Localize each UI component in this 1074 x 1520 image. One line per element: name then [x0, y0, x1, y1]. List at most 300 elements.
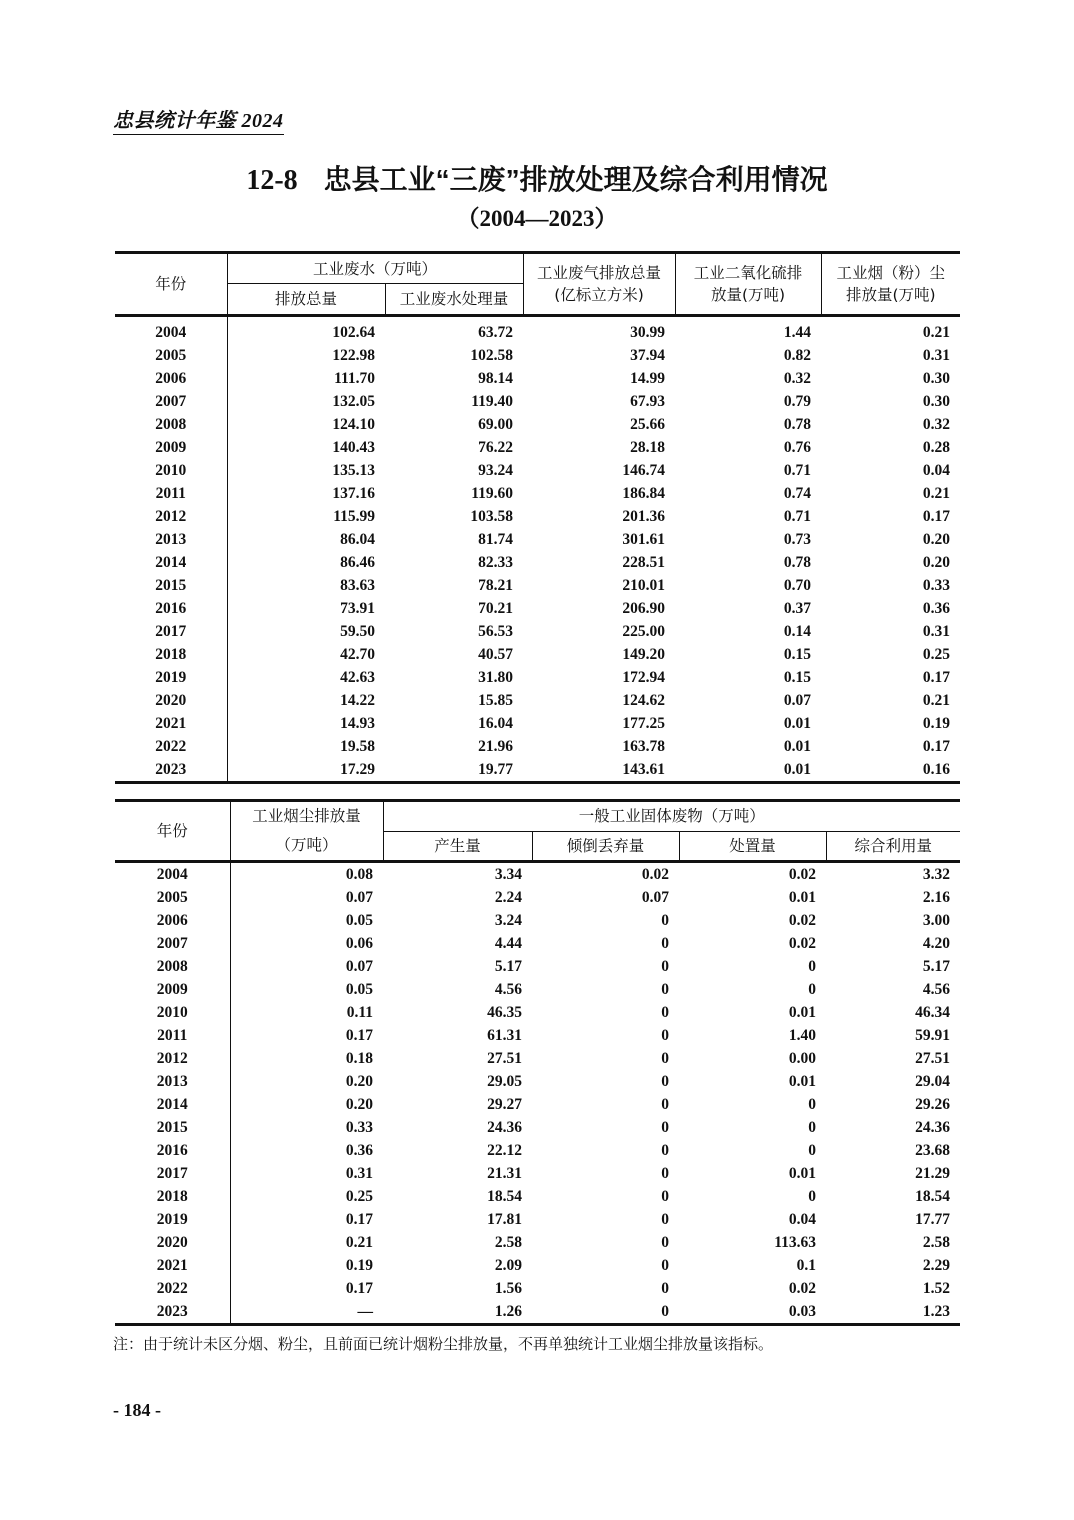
table-row	[115, 436, 960, 459]
cell-year: 2019	[115, 1208, 230, 1231]
cell-dumped: 0.07	[641, 889, 669, 906]
cell-smoke-dust: 0.20	[922, 531, 951, 548]
cell-wastewater-treated: 21.96	[478, 738, 514, 755]
header-smoke-line1: 工业烟尘排放量	[252, 807, 361, 825]
cell-year: 2019	[115, 666, 227, 689]
cell-smoke-emission: 0.11	[346, 1004, 373, 1021]
table-row	[115, 316, 960, 345]
cell-disposed: 0.03	[679, 1300, 826, 1325]
cell-smoke-dust: 0.28	[922, 439, 951, 456]
cell-wastewater-total: 83.63	[340, 577, 375, 594]
cell-disposed: 0.02	[788, 912, 816, 929]
cell-waste-gas: 14.99	[630, 370, 666, 387]
cell-so2: 0.01	[675, 758, 821, 783]
cell-dumped: 0	[661, 912, 669, 929]
cell-utilized: 17.77	[915, 1211, 951, 1228]
cell-smoke-emission: 0.07	[345, 958, 373, 975]
cell-smoke-dust: 0.31	[922, 347, 951, 364]
table-row	[115, 1300, 960, 1325]
header-smoke-dust-line1: 工业烟（粉）尘	[836, 264, 946, 282]
table-row	[115, 666, 960, 689]
cell-smoke-dust: 0.21	[922, 485, 951, 502]
cell-so2: 0.78	[783, 416, 812, 433]
cell-smoke-dust: 0.17	[922, 508, 951, 525]
cell-produced: 18.54	[487, 1188, 522, 1205]
cell-smoke-emission: 0.17	[345, 1211, 373, 1228]
cell-year: 2013	[115, 528, 227, 551]
cell-so2: 0.70	[783, 577, 812, 594]
cell-so2: 0.71	[783, 508, 812, 525]
cell-wastewater-total: 17.29	[227, 758, 385, 783]
cell-wastewater-total: 14.93	[340, 715, 375, 732]
cell-produced: 29.05	[487, 1073, 522, 1090]
cell-smoke-emission: 0.05	[345, 981, 373, 998]
cell-so2: 0.01	[783, 715, 812, 732]
cell-year: 2023	[115, 758, 227, 783]
cell-year: 2022	[115, 1277, 230, 1300]
cell-year: 2004	[115, 316, 227, 345]
cell-wastewater-total: 132.05	[332, 393, 375, 410]
cell-wastewater-total: 137.16	[332, 485, 375, 502]
cell-smoke-dust: 0.04	[922, 462, 951, 479]
cell-utilized: 2.58	[922, 1234, 951, 1251]
table-row	[115, 643, 960, 666]
cell-so2: 0.15	[783, 669, 812, 686]
cell-waste-gas: 146.74	[622, 462, 666, 479]
cell-utilized: 24.36	[915, 1119, 951, 1136]
table-row	[115, 344, 960, 367]
cell-wastewater-total: 86.46	[340, 554, 375, 571]
cell-utilized: 18.54	[915, 1188, 951, 1205]
cell-year: 2018	[115, 643, 227, 666]
table-row	[115, 459, 960, 482]
cell-waste-gas: 177.25	[622, 715, 666, 732]
cell-disposed: 113.63	[774, 1234, 816, 1251]
cell-waste-gas: 301.61	[622, 531, 666, 548]
cell-produced: 4.44	[494, 935, 522, 952]
cell-so2: 0.79	[783, 393, 812, 410]
cell-waste-gas: 67.93	[630, 393, 666, 410]
cell-wastewater-treated: 16.04	[478, 715, 514, 732]
cell-so2: 0.15	[783, 646, 812, 663]
cell-smoke-dust: 0.17	[922, 669, 951, 686]
cell-waste-gas: 124.62	[622, 692, 666, 709]
cell-wastewater-treated: 78.21	[478, 577, 514, 594]
cell-waste-gas: 37.94	[630, 347, 666, 364]
cell-smoke-emission: 0.21	[345, 1234, 373, 1251]
cell-wastewater-total: 124.10	[332, 416, 375, 433]
cell-so2: 0.14	[783, 623, 812, 640]
cell-smoke-emission: 0.05	[345, 912, 373, 929]
cell-wastewater-treated: 76.22	[478, 439, 514, 456]
header-smoke-dust	[821, 253, 960, 316]
cell-dumped: 0	[661, 1188, 669, 1205]
cell-smoke-emission: 0.25	[345, 1188, 373, 1205]
cell-dumped: 0	[661, 1004, 669, 1021]
cell-produced: 1.26	[383, 1300, 532, 1325]
cell-smoke-dust: 0.25	[922, 646, 951, 663]
cell-waste-gas: 201.36	[622, 508, 666, 525]
header-disposed: 处置量	[679, 831, 826, 862]
cell-smoke-emission: 0.20	[345, 1073, 373, 1090]
cell-dumped: 0.02	[641, 866, 669, 883]
cell-year: 2010	[115, 1001, 230, 1024]
cell-utilized: 1.23	[826, 1300, 960, 1325]
cell-smoke-dust: 0.21	[922, 324, 951, 341]
cell-dumped: 0	[661, 1096, 669, 1113]
cell-disposed: 0.02	[788, 866, 816, 883]
cell-year: 2016	[115, 1139, 230, 1162]
cell-dumped: 0	[661, 1073, 669, 1090]
cell-disposed: 0.04	[788, 1211, 816, 1228]
cell-wastewater-total: 140.43	[332, 439, 375, 456]
header-year: 年份	[115, 253, 227, 316]
table-row	[115, 1277, 960, 1300]
cell-smoke-dust: 0.20	[922, 554, 951, 571]
emissions-table	[115, 251, 960, 784]
cell-produced: 3.34	[494, 866, 522, 883]
cell-dumped: 0	[661, 935, 669, 952]
cell-dumped: 0	[661, 1050, 669, 1067]
cell-so2: 0.78	[783, 554, 812, 571]
cell-produced: 5.17	[494, 958, 522, 975]
cell-wastewater-total: 86.04	[340, 531, 375, 548]
cell-produced: 29.27	[487, 1096, 522, 1113]
cell-utilized: 2.16	[922, 889, 951, 906]
cell-produced: 2.24	[494, 889, 522, 906]
cell-dumped: 0	[661, 1234, 669, 1251]
header-wastewater-group: 工业废水（万吨）	[227, 253, 523, 284]
cell-wastewater-treated: 40.57	[478, 646, 514, 663]
cell-so2: 0.76	[783, 439, 812, 456]
cell-waste-gas: 228.51	[622, 554, 666, 571]
cell-year: 2021	[115, 1254, 230, 1277]
table-row	[115, 1047, 960, 1070]
header-smoke-line2: （万吨）	[275, 836, 338, 854]
running-head: 忠县统计年鉴 2024	[113, 104, 284, 135]
cell-year: 2009	[115, 436, 227, 459]
cell-waste-gas: 172.94	[622, 669, 666, 686]
cell-year: 2023	[115, 1300, 230, 1325]
cell-dumped: 0	[661, 1027, 669, 1044]
cell-produced: 3.24	[494, 912, 522, 929]
cell-produced: 22.12	[487, 1142, 522, 1159]
cell-smoke-dust: 0.21	[922, 692, 951, 709]
cell-produced: 21.31	[487, 1165, 522, 1182]
cell-produced: 24.36	[487, 1119, 522, 1136]
cell-disposed: 0	[808, 981, 816, 998]
table-row	[115, 758, 960, 783]
cell-year: 2015	[115, 1116, 230, 1139]
cell-waste-gas: 225.00	[622, 623, 666, 640]
cell-waste-gas: 206.90	[622, 600, 666, 617]
cell-so2: 0.74	[783, 485, 812, 502]
header-waste-gas-line2: (亿标立方米)	[554, 286, 644, 304]
table-number: 12-8	[246, 165, 298, 196]
cell-utilized: 5.17	[922, 958, 951, 975]
cell-year: 2014	[115, 1093, 230, 1116]
cell-smoke-emission: 0.17	[345, 1280, 373, 1297]
cell-dumped: 0	[532, 1300, 679, 1325]
cell-wastewater-treated: 119.60	[471, 485, 514, 502]
cell-year: 2013	[115, 1070, 230, 1093]
header-smoke-emission	[230, 801, 383, 862]
cell-dumped: 0	[661, 1165, 669, 1182]
cell-dumped: 0	[661, 1257, 669, 1274]
cell-utilized: 2.29	[922, 1257, 951, 1274]
table-row	[115, 413, 960, 436]
cell-year: 2017	[115, 620, 227, 643]
cell-disposed: 0	[808, 1142, 816, 1159]
cell-year: 2005	[115, 886, 230, 909]
table-row	[115, 1024, 960, 1047]
cell-year: 2012	[115, 505, 227, 528]
header-wastewater-total: 排放总量	[227, 284, 385, 316]
cell-utilized: 4.56	[922, 981, 951, 998]
table-row	[115, 1185, 960, 1208]
cell-smoke-dust: 0.36	[922, 600, 951, 617]
cell-dumped: 0	[661, 981, 669, 998]
cell-year: 2012	[115, 1047, 230, 1070]
cell-smoke-emission: 0.20	[345, 1096, 373, 1113]
emissions-table-body	[115, 316, 960, 783]
cell-disposed: 0	[808, 1188, 816, 1205]
cell-wastewater-total: 42.70	[340, 646, 375, 663]
cell-produced: 4.56	[494, 981, 522, 998]
cell-year: 2011	[115, 1024, 230, 1047]
cell-smoke-emission: 0.08	[345, 866, 373, 883]
cell-year: 2018	[115, 1185, 230, 1208]
cell-waste-gas: 143.61	[523, 758, 675, 783]
cell-disposed: 0	[808, 1096, 816, 1113]
cell-disposed: 0.01	[788, 889, 816, 906]
cell-utilized: 4.20	[922, 935, 951, 952]
table-row	[115, 551, 960, 574]
cell-wastewater-total: 135.13	[332, 462, 375, 479]
cell-year: 2017	[115, 1162, 230, 1185]
cell-disposed: 0.01	[788, 1165, 816, 1182]
cell-disposed: 0.01	[788, 1073, 816, 1090]
cell-produced: 2.58	[494, 1234, 522, 1251]
header-wastewater-treated: 工业废水处理量	[385, 284, 523, 316]
cell-year: 2020	[115, 1231, 230, 1254]
header-so2	[675, 253, 821, 316]
cell-year: 2010	[115, 459, 227, 482]
table-row	[115, 367, 960, 390]
page-number: - 184 -	[113, 1400, 161, 1420]
cell-smoke-dust: 0.16	[821, 758, 960, 783]
cell-so2: 0.01	[783, 738, 812, 755]
table-row	[115, 1231, 960, 1254]
cell-produced: 1.56	[494, 1280, 522, 1297]
cell-year: 2008	[115, 955, 230, 978]
header-waste-gas	[523, 253, 675, 316]
table-row	[115, 1093, 960, 1116]
table-title	[0, 158, 1074, 198]
table-row	[115, 886, 960, 909]
cell-wastewater-total: 14.22	[340, 692, 375, 709]
cell-utilized: 59.91	[915, 1027, 951, 1044]
header-so2-line2: 放量(万吨)	[710, 286, 786, 304]
table-row	[115, 1162, 960, 1185]
cell-utilized: 3.32	[922, 866, 951, 883]
table-row	[115, 597, 960, 620]
cell-disposed: 0	[808, 1119, 816, 1136]
cell-wastewater-treated: 98.14	[478, 370, 514, 387]
table-row	[115, 1001, 960, 1024]
cell-wastewater-treated: 81.74	[478, 531, 514, 548]
footnote: 注：由于统计未区分烟、粉尘，且前面已统计烟粉尘排放量，不再单独统计工业烟尘排放量该指标。	[113, 1335, 774, 1353]
cell-waste-gas: 163.78	[622, 738, 666, 755]
cell-so2: 0.73	[783, 531, 812, 548]
cell-so2: 0.32	[783, 370, 812, 387]
header-dumped: 倾倒丢弃量	[532, 831, 679, 862]
table-row	[115, 909, 960, 932]
cell-smoke-emission: 0.31	[345, 1165, 373, 1182]
header-waste-gas-line1: 工业废气排放总量	[537, 264, 662, 282]
table-row	[115, 574, 960, 597]
cell-wastewater-total: 19.58	[340, 738, 375, 755]
cell-waste-gas: 28.18	[630, 439, 666, 456]
table-row	[115, 1139, 960, 1162]
cell-smoke-dust: 0.30	[922, 393, 951, 410]
cell-waste-gas: 210.01	[622, 577, 666, 594]
cell-smoke-dust: 0.30	[922, 370, 951, 387]
cell-utilized: 1.52	[922, 1280, 951, 1297]
cell-wastewater-treated: 56.53	[478, 623, 514, 640]
table-row	[115, 932, 960, 955]
cell-disposed: 1.40	[788, 1027, 816, 1044]
cell-so2: 0.37	[783, 600, 812, 617]
cell-utilized: 23.68	[915, 1142, 951, 1159]
cell-year: 2004	[115, 862, 230, 887]
cell-smoke-emission: —	[230, 1300, 383, 1325]
cell-utilized: 21.29	[915, 1165, 951, 1182]
header-smoke-dust-line2: 排放量(万吨)	[845, 286, 936, 304]
table-row	[115, 1070, 960, 1093]
header-solid-waste-group: 一般工业固体废物（万吨）	[383, 801, 960, 832]
table-subtitle: （2004—2023）	[456, 206, 618, 231]
cell-wastewater-treated: 31.80	[478, 669, 514, 686]
cell-disposed: 0.02	[788, 935, 816, 952]
cell-waste-gas: 25.66	[630, 416, 666, 433]
cell-dumped: 0	[661, 1280, 669, 1297]
table-row	[115, 978, 960, 1001]
cell-waste-gas: 30.99	[630, 324, 666, 341]
table-row	[115, 390, 960, 413]
table-row	[115, 482, 960, 505]
cell-year: 2007	[115, 390, 227, 413]
cell-wastewater-treated: 69.00	[478, 416, 514, 433]
cell-utilized: 29.26	[915, 1096, 951, 1113]
cell-dumped: 0	[661, 958, 669, 975]
table-row	[115, 862, 960, 887]
cell-year: 2020	[115, 689, 227, 712]
solid-waste-table-body	[115, 862, 960, 1325]
header-utilized: 综合利用量	[826, 831, 960, 862]
cell-wastewater-treated: 119.40	[471, 393, 514, 410]
cell-wastewater-treated: 102.58	[470, 347, 514, 364]
table-row	[115, 1116, 960, 1139]
cell-utilized: 3.00	[922, 912, 951, 929]
table-title-text: 忠县工业“三废”排放处理及综合利用情况	[323, 164, 828, 195]
table-row	[115, 1208, 960, 1231]
cell-waste-gas: 186.84	[622, 485, 666, 502]
cell-wastewater-treated: 63.72	[478, 324, 514, 341]
table-row	[115, 528, 960, 551]
cell-year: 2011	[115, 482, 227, 505]
cell-smoke-emission: 0.36	[345, 1142, 373, 1159]
cell-smoke-dust: 0.31	[922, 623, 951, 640]
cell-produced: 61.31	[487, 1027, 522, 1044]
cell-smoke-emission: 0.19	[345, 1257, 373, 1274]
cell-dumped: 0	[661, 1211, 669, 1228]
table-row	[115, 712, 960, 735]
cell-wastewater-treated: 19.77	[385, 758, 523, 783]
cell-smoke-emission: 0.18	[345, 1050, 373, 1067]
cell-utilized: 46.34	[915, 1004, 951, 1021]
cell-smoke-dust: 0.19	[922, 715, 951, 732]
table-row	[115, 735, 960, 758]
cell-smoke-emission: 0.17	[345, 1027, 373, 1044]
cell-produced: 46.35	[487, 1004, 522, 1021]
cell-produced: 2.09	[494, 1257, 522, 1274]
solid-waste-table	[115, 799, 960, 1326]
cell-wastewater-treated: 103.58	[470, 508, 514, 525]
cell-dumped: 0	[661, 1142, 669, 1159]
cell-year: 2014	[115, 551, 227, 574]
cell-year: 2022	[115, 735, 227, 758]
header-produced: 产生量	[383, 831, 532, 862]
cell-smoke-dust: 0.33	[922, 577, 951, 594]
cell-year: 2021	[115, 712, 227, 735]
cell-waste-gas: 149.20	[622, 646, 666, 663]
cell-year: 2006	[115, 367, 227, 390]
cell-wastewater-treated: 93.24	[478, 462, 514, 479]
cell-disposed: 0.1	[796, 1257, 816, 1274]
cell-produced: 27.51	[487, 1050, 522, 1067]
cell-wastewater-treated: 15.85	[478, 692, 514, 709]
cell-wastewater-total: 73.91	[340, 600, 375, 617]
cell-year: 2008	[115, 413, 227, 436]
cell-so2: 0.82	[783, 347, 812, 364]
cell-wastewater-treated: 70.21	[478, 600, 514, 617]
cell-dumped: 0	[661, 1119, 669, 1136]
cell-wastewater-total: 111.70	[334, 370, 375, 387]
table-row	[115, 505, 960, 528]
cell-so2: 0.07	[783, 692, 812, 709]
cell-wastewater-total: 102.64	[332, 324, 375, 341]
table-row	[115, 1254, 960, 1277]
header-so2-line1: 工业二氧化硫排	[693, 264, 803, 282]
header-year: 年份	[115, 801, 230, 862]
cell-year: 2007	[115, 932, 230, 955]
cell-utilized: 29.04	[915, 1073, 951, 1090]
cell-wastewater-total: 115.99	[333, 508, 375, 525]
cell-year: 2015	[115, 574, 227, 597]
cell-disposed: 0.02	[788, 1280, 816, 1297]
cell-disposed: 0.00	[788, 1050, 816, 1067]
cell-so2: 0.71	[783, 462, 812, 479]
cell-produced: 17.81	[487, 1211, 522, 1228]
cell-utilized: 27.51	[915, 1050, 951, 1067]
cell-disposed: 0.01	[788, 1004, 816, 1021]
cell-smoke-dust: 0.17	[922, 738, 951, 755]
cell-disposed: 0	[808, 958, 816, 975]
cell-smoke-emission: 0.33	[345, 1119, 373, 1136]
cell-year: 2006	[115, 909, 230, 932]
cell-wastewater-total: 42.63	[340, 669, 375, 686]
